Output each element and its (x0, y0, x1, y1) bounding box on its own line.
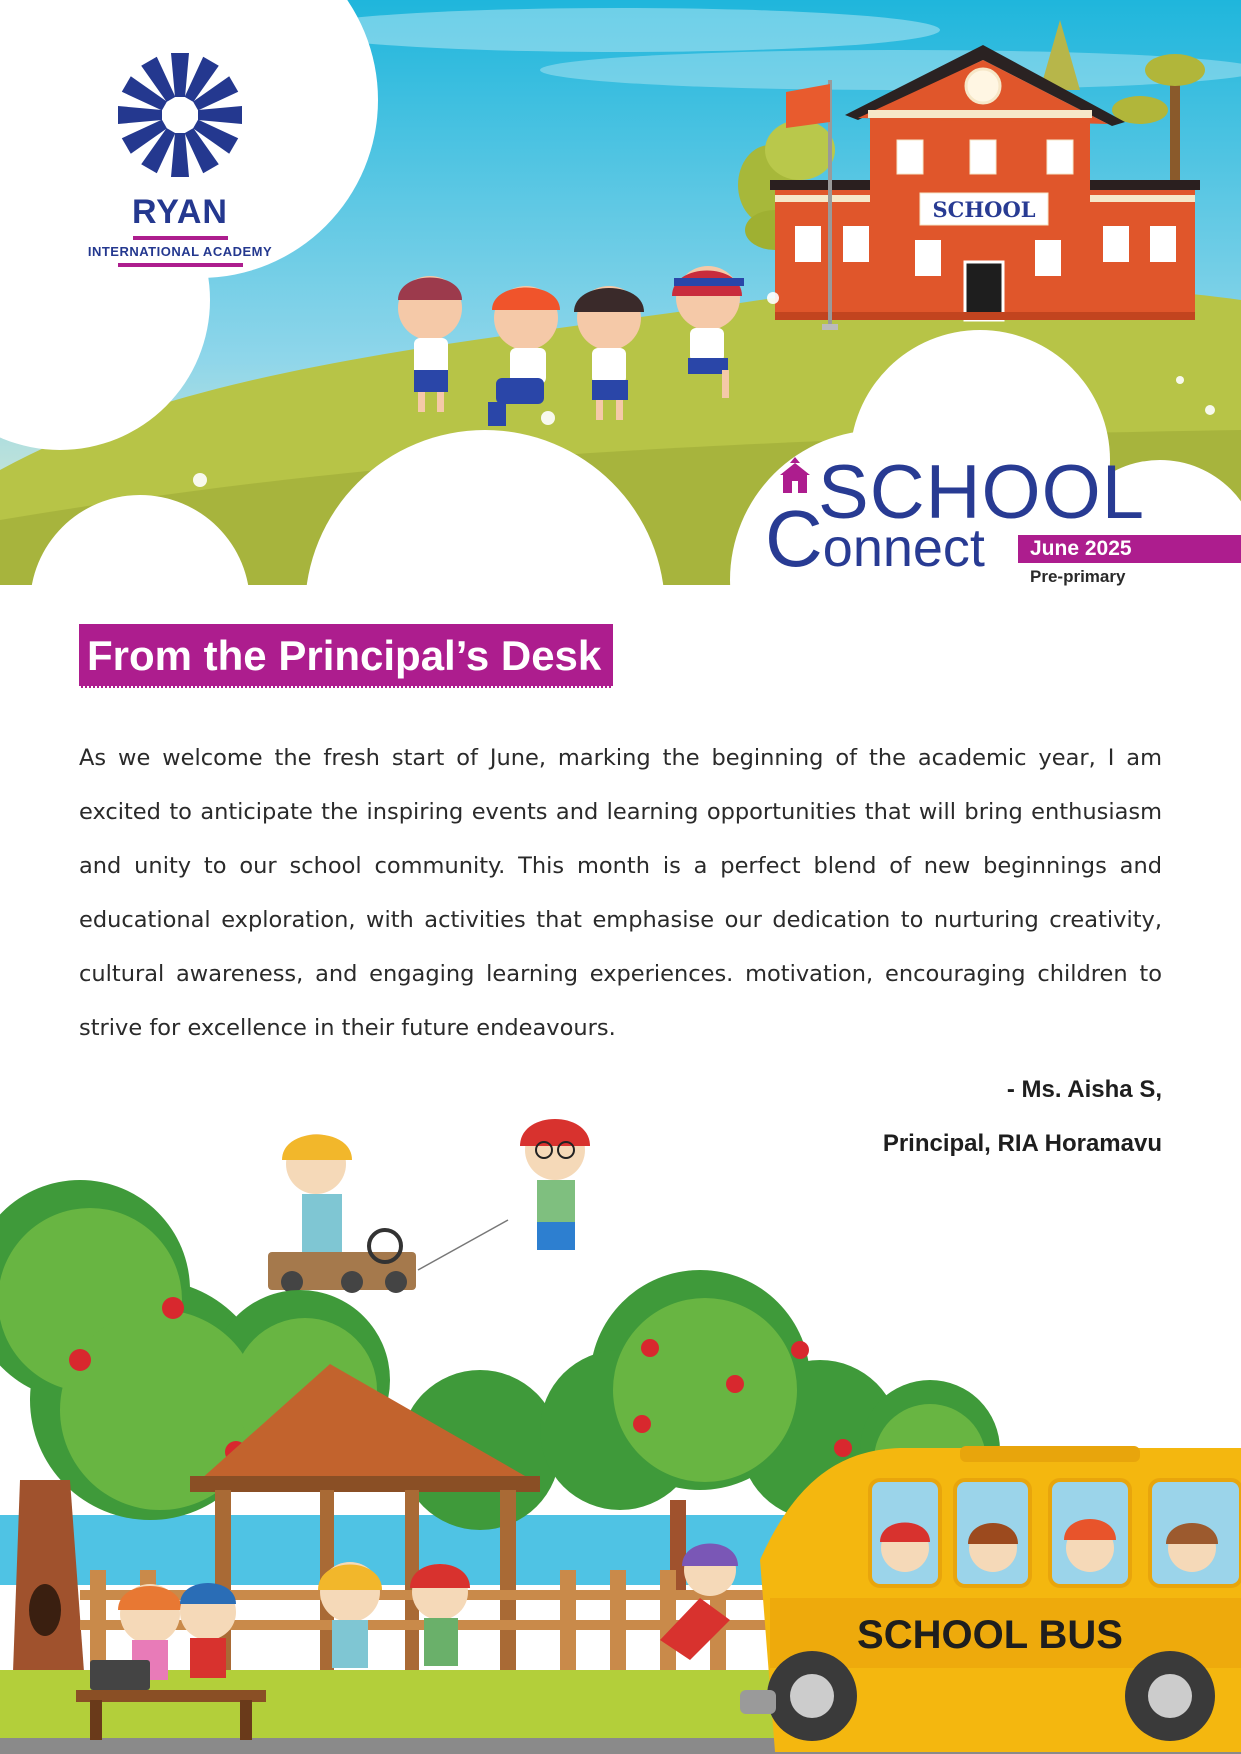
bus-label: SCHOOL BUS (857, 1613, 1123, 1657)
signature-name: - Ms. Aisha S, (1006, 1076, 1162, 1103)
level-label: Pre-primary (1030, 567, 1126, 586)
logo-divider (133, 236, 228, 240)
schoolhouse-icon (778, 457, 812, 495)
masthead-connect-initial: C (765, 494, 823, 583)
school-sign-text: SCHOOL (932, 197, 1036, 222)
masthead-connect-word (765, 494, 985, 583)
masthead-connect-rest: onnect (822, 518, 985, 578)
masthead-school-word: SCHOOL (818, 450, 1145, 535)
signature-title: Principal, RIA Horamavu (882, 1130, 1162, 1157)
footer-illustration (0, 1090, 1241, 1754)
section-title: From the Principal’s Desk (79, 624, 613, 688)
month-badge: June 2025 (1018, 535, 1241, 563)
cart-scene (268, 1119, 590, 1293)
ryan-logo (60, 50, 300, 271)
logo-subtitle: INTERNATIONAL ACADEMY (87, 244, 273, 259)
school-connect-masthead (760, 450, 1160, 595)
school-bus (740, 1446, 1241, 1752)
logo-name: RYAN (132, 193, 228, 231)
principal-message: As we welcome the fresh start of June, marking the beginning of the academic year, I am excited to anticipate the inspiring events and learning opportunities that will bring enthusiasm and unity to our school community. This month is a perfect blend of new beginnings and educational exploration, with activities that emphasise our dedication to nurturing creativity, cultural awareness, and engaging learning experiences. motivation, encouraging children to strive for excellence in their future endeavours. (79, 745, 1162, 1041)
logo-underline (118, 263, 243, 267)
sunburst-logo-icon (115, 50, 245, 180)
